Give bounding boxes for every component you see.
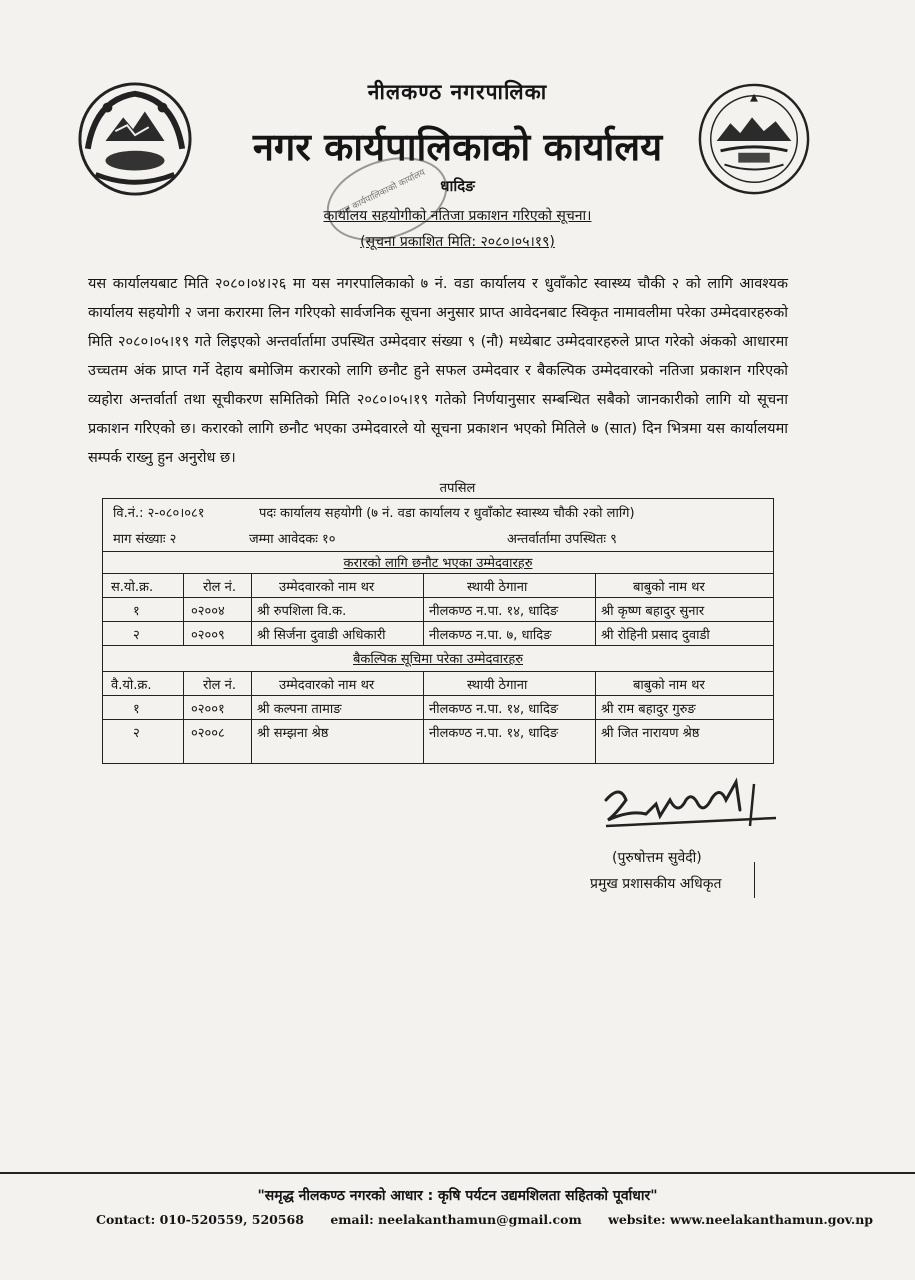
- table-cell: ०२००९: [191, 628, 225, 643]
- column-header: उम्मेदवारको नाम थर: [279, 580, 375, 595]
- table-cell: श्री जित नारायण श्रेष्ठ: [601, 726, 700, 741]
- divider: [103, 551, 773, 552]
- table-cell: नीलकण्ठ न.पा. १४, धादिङ: [429, 702, 559, 717]
- divider: [103, 671, 773, 672]
- table-cell: ०२००४: [191, 604, 225, 619]
- column-header: बाबुको नाम थर: [633, 678, 705, 693]
- column-divider: [251, 671, 252, 763]
- signature-icon: [586, 770, 786, 850]
- column-divider: [423, 573, 424, 645]
- office-name: नगर कार्यपालिकाको कार्यालय: [252, 125, 663, 169]
- alternate-heading: बैकल्पिक सूचिमा परेका उम्मेदवारहरु: [353, 652, 523, 667]
- table-cell: ०२००८: [191, 726, 225, 741]
- notice-title: कार्यालय सहयोगीको नतिजा प्रकाशन गरिएको सूचना।: [323, 208, 592, 224]
- column-divider: [183, 671, 184, 763]
- table-cell: श्री कल्पना तामाङ: [257, 702, 342, 717]
- table-cell: २: [133, 628, 140, 643]
- divider: [103, 645, 773, 646]
- notice-body: यस कार्यालयबाट मिति २०८०।०४।२६ मा यस नगरपालिकाको ७ नं. वडा कार्यालय र धुवाँकोट स्वास्थ्य चौकी २ को लागि आवश्यक कार्यालय सहयोगी २ जना करारमा लिन गरिएको सार्वजनिक सूचना अनुसार प्राप्त आवेदनबाट स्विकृत नामावलीमा परेका उम्मेदवारहरुको मिति २०८०।०५।१९ गते लिइएको अन्तर्वार्तामा उपस्थित उम्मेदवार संख्या ९ (नौ) मध्येबाट उम्मेदवारहरुले प्राप्त गरेको अंकको आधारमा उच्चतम अंक प्राप्त गर्ने देहाय बमोजिम करारको लागि छनौट हुने सफल उम्मेदवार र बैकल्पिक उम्मेदवारको नतिजा प्रकाशन गरिएको व्यहोरा अन्तर्वार्ता तथा सूचीकरण समितिको मिति २०८०।०५।१९ गतेको निर्णयानुसार सम्बन्धित सबैको जानकारीको लागि यो सूचना प्रकाशन गरिएको छ। करारको लागि छनौट भएका उम्मेदवारले यो सूचना प्रकाशन भएको मितिले ७ (सात) दिन भित्रमा यस कार्यालयमा सम्पर्क राख्नु हुन अनुरोध छ।: [88, 276, 788, 466]
- signatory-name: (पुरुषोत्तम सुवेदी): [612, 850, 702, 866]
- stamp-text: नगर कार्यपालिकाको कार्यालय: [335, 167, 427, 220]
- column-divider: [595, 573, 596, 645]
- notice-date: (सूचना प्रकाशित मिति: २०८०।०५।१९): [360, 234, 555, 250]
- footer-contact: [96, 1212, 895, 1227]
- column-header: रोल नं.: [203, 580, 236, 595]
- divider: [103, 719, 773, 720]
- table-cell: श्री कृष्ण बहादुर सुनार: [601, 604, 705, 619]
- table-cell: १: [133, 604, 140, 619]
- demand-count: माग संख्याः २: [113, 532, 177, 547]
- column-header: उम्मेदवारको नाम थर: [279, 678, 375, 693]
- table-cell: १: [133, 702, 140, 717]
- column-header: स्थायी ठेगाना: [467, 580, 528, 595]
- table-cell: ०२००१: [191, 702, 225, 717]
- table-cell: श्री राम बहादुर गुरुङ: [601, 702, 696, 717]
- contact-website-link[interactable]: website: www.neelakanthamun.gov.np: [608, 1212, 874, 1227]
- contact-phone: Contact: 010-520559, 520568: [96, 1212, 304, 1227]
- column-divider: [595, 671, 596, 763]
- interview-present: अन्तर्वार्तामा उपस्थितः ९: [507, 532, 617, 547]
- table-cell: नीलकण्ठ न.पा. १४, धादिङ: [429, 726, 559, 741]
- divider: [103, 621, 773, 622]
- footer-divider: [0, 1172, 915, 1174]
- annex-label: तपसिल: [439, 481, 476, 496]
- contact-email-link[interactable]: email: neelakanthamun@gmail.com: [330, 1212, 582, 1227]
- column-header: रोल नं.: [203, 678, 236, 693]
- results-table: [102, 498, 774, 764]
- column-header: स्थायी ठेगाना: [467, 678, 528, 693]
- ad-number: वि.नं.: २-०८०।०८१: [113, 506, 205, 521]
- column-divider: [423, 671, 424, 763]
- divider: [103, 597, 773, 598]
- district-name: धादिङ: [440, 177, 475, 195]
- column-header: स.यो.क्र.: [111, 580, 154, 595]
- post-description: पदः कार्यालय सहयोगी (७ नं. वडा कार्यालय र धुवाँकोट स्वास्थ्य चौकी २को लागि): [259, 506, 635, 521]
- table-cell: नीलकण्ठ न.पा. १४, धादिङ: [429, 604, 559, 619]
- table-cell: श्री सिर्जना दुवाडी अधिकारी: [257, 628, 386, 643]
- divider: [103, 573, 773, 574]
- table-cell: श्री रुपशिला वि.क.: [257, 604, 347, 619]
- signatory-title: प्रमुख प्रशासकीय अधिकृत: [590, 876, 722, 892]
- table-cell: २: [133, 726, 140, 741]
- municipality-name: नीलकण्ठ नगरपालिका: [367, 80, 548, 104]
- column-header: बाबुको नाम थर: [633, 580, 705, 595]
- table-cell: श्री रोहिनी प्रसाद दुवाडी: [601, 628, 710, 643]
- signature-mark: [754, 862, 755, 898]
- column-header: वै.यो.क्र.: [111, 678, 152, 693]
- table-cell: नीलकण्ठ न.पा. ७, धादिङ: [429, 628, 552, 643]
- selected-heading: करारको लागि छनौट भएका उम्मेदवारहरु: [343, 556, 533, 571]
- divider: [103, 695, 773, 696]
- column-divider: [183, 573, 184, 645]
- column-divider: [251, 573, 252, 645]
- total-applicants: जम्मा आवेदकः १०: [249, 532, 336, 547]
- footer-slogan: "समृद्ध नीलकण्ठ नगरको आधार : कृषि पर्यटन उद्यमशिलता सहितको पूर्वाधार": [257, 1188, 658, 1204]
- table-cell: श्री सम्झना श्रेष्ठ: [257, 726, 329, 741]
